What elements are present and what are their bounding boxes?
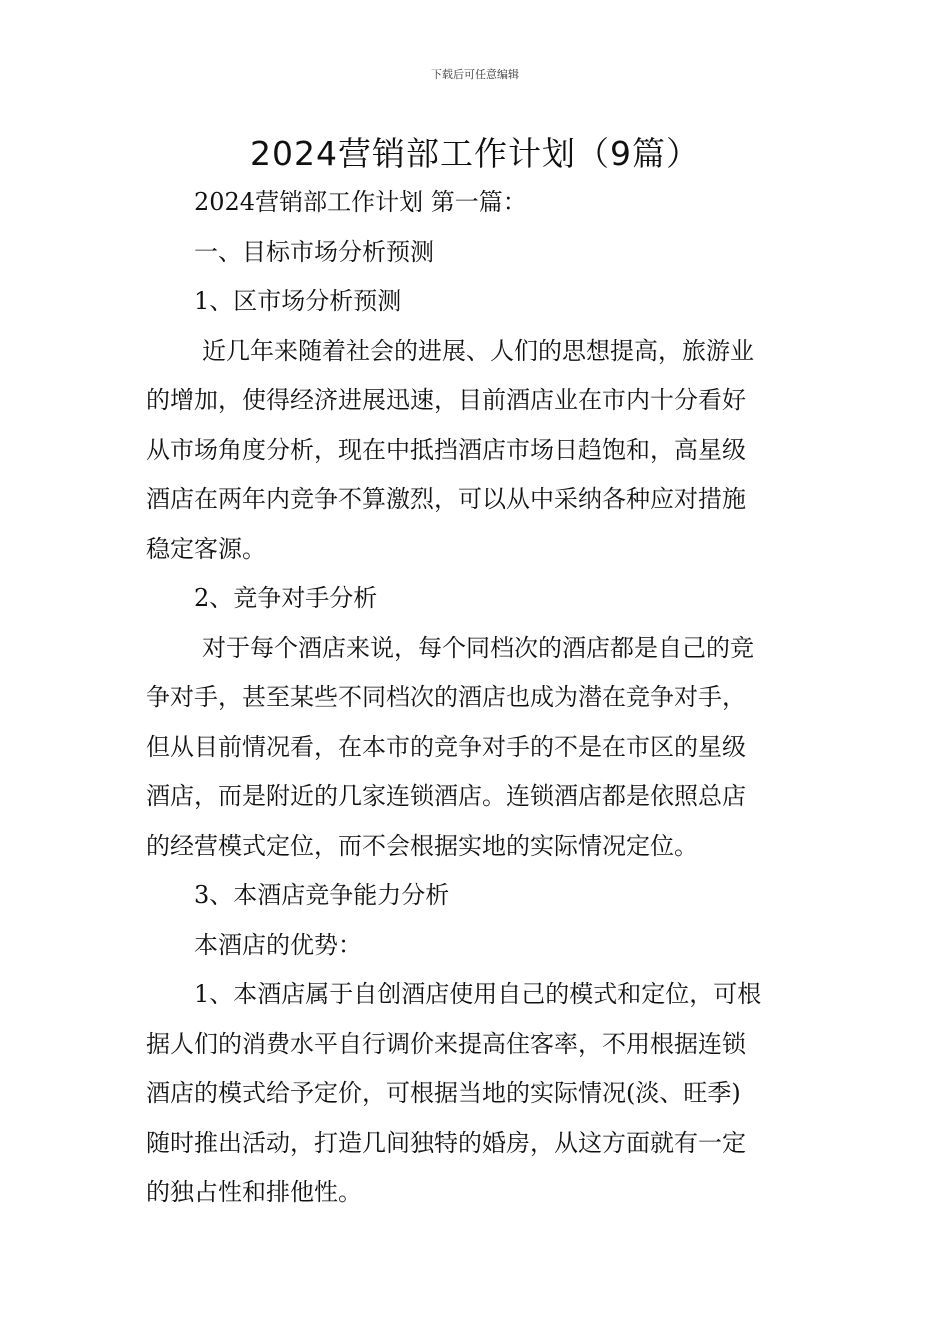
paragraph-line: 1、本酒店属于自创酒店使用自己的模式和定位，可根 [194,980,762,1008]
subsection-heading: 3、本酒店竞争能力分析 [194,881,450,909]
paragraph-line: 从市场角度分析，现在中抵挡酒店市场日趋饱和，高星级 [146,435,746,464]
paragraph-line: 的经营模式定位，而不会根据实地的实际情况定位。 [146,831,698,860]
section-heading: 2024营销部工作计划 第一篇： [194,188,527,216]
paragraph-line: 本酒店的优势： [194,930,362,959]
paragraph-line: 对于每个酒店来说，每个同档次的酒店都是自己的竞 [202,633,754,662]
paragraph-line: 近几年来随着社会的进展、人们的思想提高，旅游业 [202,336,754,365]
header-note: 下载后可任意编辑 [431,68,519,81]
document-body [146,178,806,1218]
paragraph-line: 但从目前情况看，在本市的竞争对手的不是在市区的星级 [146,732,746,761]
subsection-heading: 2、竞争对手分析 [194,584,378,612]
paragraph-line: 的增加，使得经济进展迅速，目前酒店业在市内十分看好 [146,386,746,414]
paragraph-line: 争对手，甚至某些不同档次的酒店也成为潜在竞争对手， [146,683,746,711]
paragraph-line: 酒店，而是附近的几家连锁酒店。连锁酒店都是依照总店 [146,782,746,810]
paragraph-line: 随时推出活动，打造几间独特的婚房，从这方面就有一定 [146,1128,746,1157]
paragraph-line: 酒店的模式给予定价，可根据当地的实际情况(淡、旺季) [146,1079,741,1107]
paragraph-line: 的独占性和排他性。 [146,1178,362,1206]
section-heading: 一、目标市场分析预测 [194,237,434,266]
paragraph-line: 据人们的消费水平自行调价来提高住客率，不用根据连锁 [146,1029,746,1058]
paragraph-line: 稳定客源。 [146,534,266,563]
document-title: 2024营销部工作计划（9篇） [250,134,700,173]
subsection-heading: 1、区市场分析预测 [194,287,402,315]
paragraph-line: 酒店在两年内竞争不算激烈，可以从中采纳各种应对措施 [146,485,746,513]
